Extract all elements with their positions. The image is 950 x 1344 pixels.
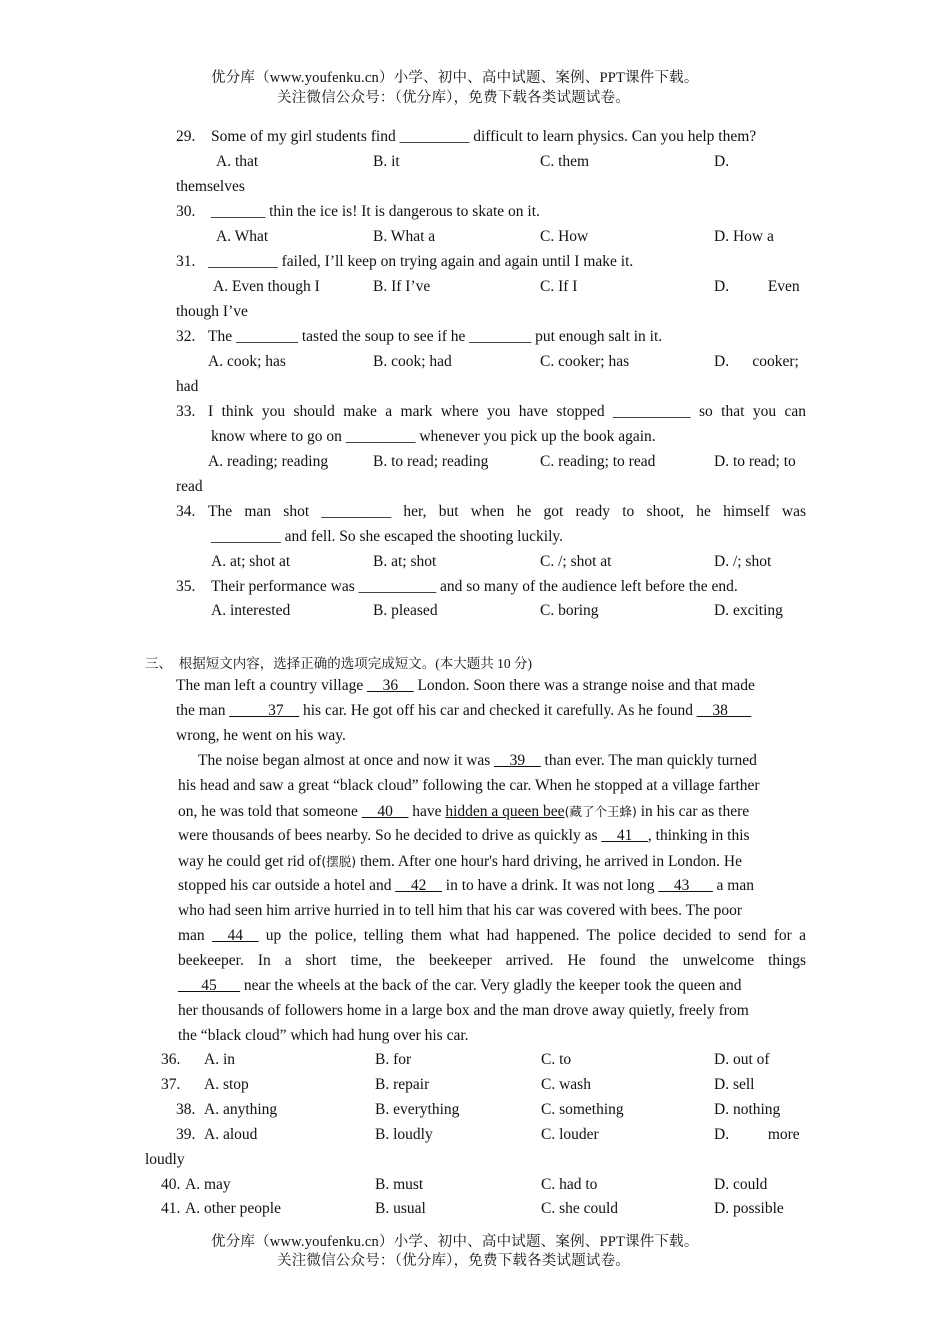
passage-line: the man _____37__ his car. He got off his car and checked it carefully. As he found __38___ bbox=[176, 702, 752, 719]
option-d-continued: though I’ve bbox=[176, 303, 248, 320]
question-stem: Their performance was __________ and so many of the audience left before the end. bbox=[211, 578, 738, 595]
option-a: A. aloud bbox=[204, 1126, 258, 1143]
option-d-continued: read bbox=[176, 478, 203, 495]
question-stem-line-1: The man shot _________ her, but when he got ready to shoot, he himself was bbox=[208, 503, 806, 520]
passage-line: man __44__ up the police, telling them what had happened. The police decided to send for a bbox=[178, 927, 806, 944]
section-heading: 三、 根据短文内容，选择正确的选项完成短文。(本大题共 10 分) bbox=[145, 656, 532, 671]
passage-line: way he could get rid of(摆脱) them. After one hour's hard driving, he arrived in London. He bbox=[178, 853, 742, 870]
passage-line: beekeeper. In a short time, the beekeeper arrived. He found the unwelcome things bbox=[178, 952, 806, 969]
option-d: D. more bbox=[714, 1126, 800, 1143]
option-d: D. could bbox=[714, 1176, 768, 1193]
option-a: A. stop bbox=[204, 1076, 249, 1093]
passage-line: ___45___ near the wheels at the back of the car. Very gladly the keeper took the queen and bbox=[178, 977, 742, 994]
option-b: B. for bbox=[375, 1051, 412, 1068]
option-b: B. repair bbox=[375, 1076, 430, 1093]
blank-37: _____37__ bbox=[229, 702, 300, 719]
passage-line: the “black cloud” which had hung over his car. bbox=[178, 1027, 469, 1044]
passage-line: wrong, he went on his way. bbox=[176, 727, 346, 744]
chinese-gloss: (摆脱) bbox=[321, 854, 357, 869]
passage-line: The man left a country village __36__ London. Soon there was a strange noise and that made bbox=[176, 677, 755, 694]
option-c: C. louder bbox=[541, 1126, 599, 1143]
passage-line: his head and saw a great “black cloud” following the car. When he stopped at a village farther bbox=[178, 777, 760, 794]
option-c: C. had to bbox=[541, 1176, 598, 1193]
option-c: C. to bbox=[541, 1051, 572, 1068]
header-line-1: 优分库（www.youfenku.cn）小学、初中、高中试题、案例、PPT课件下载。 bbox=[211, 70, 699, 86]
option-c: C. reading; to read bbox=[540, 453, 656, 470]
blank-44: __44__ bbox=[212, 927, 259, 944]
option-d-continued: had bbox=[176, 378, 199, 395]
option-a: A. cook; has bbox=[208, 353, 286, 370]
option-d: D. nothing bbox=[714, 1101, 781, 1118]
footer-line-2: 关注微信公众号：（优分库），免费下载各类试题试卷。 bbox=[277, 1253, 630, 1269]
question-number: 30. bbox=[176, 203, 196, 220]
option-d: D. exciting bbox=[714, 602, 783, 619]
question-stem-line-2: _________ and fell. So she escaped the shooting luckily. bbox=[211, 528, 563, 545]
option-d: D. Even bbox=[714, 278, 800, 295]
question-number: 33. bbox=[176, 403, 196, 420]
question-stem: _______ thin the ice is! It is dangerous to skate on it. bbox=[211, 203, 540, 220]
question-stem: The ________ tasted the soup to see if he ________ put enough salt in it. bbox=[208, 328, 663, 345]
option-c: C. something bbox=[541, 1101, 624, 1118]
option-a: A. at; shot at bbox=[211, 553, 291, 570]
footer-line-1: 优分库（www.youfenku.cn）小学、初中、高中试题、案例、PPT课件下载。 bbox=[211, 1234, 699, 1250]
passage-line: stopped his car outside a hotel and __42__ in to have a drink. It was not long __43___ a man bbox=[178, 877, 754, 894]
option-c: C. How bbox=[540, 228, 589, 245]
option-d: D. bbox=[714, 153, 730, 170]
option-a: A. in bbox=[204, 1051, 235, 1068]
option-a: A. What bbox=[216, 228, 269, 245]
option-c: C. /; shot at bbox=[540, 553, 612, 570]
option-d-continued: loudly bbox=[145, 1151, 185, 1168]
option-number: 36. bbox=[161, 1051, 181, 1068]
passage-line: on, he was told that someone __40__ have hidden a queen bee(藏了个王蜂) in his car as there bbox=[178, 803, 750, 820]
option-number: 40. bbox=[161, 1176, 181, 1193]
option-b: B. usual bbox=[375, 1200, 426, 1217]
question-stem-line-1: I think you should make a mark where you have stopped __________ so that you can bbox=[208, 403, 806, 420]
option-d: D. possible bbox=[714, 1200, 784, 1217]
option-d: D. How a bbox=[714, 228, 774, 245]
option-b: B. loudly bbox=[375, 1126, 433, 1143]
option-number: 38. bbox=[176, 1101, 196, 1118]
option-b: B. If I’ve bbox=[373, 278, 431, 295]
header-line-2: 关注微信公众号：（优分库），免费下载各类试题试卷。 bbox=[277, 90, 630, 106]
blank-39: __39__ bbox=[494, 752, 541, 769]
option-a: A. other people bbox=[185, 1200, 281, 1217]
question-number: 32. bbox=[176, 328, 196, 345]
option-b: B. it bbox=[373, 153, 400, 170]
option-number: 41. bbox=[161, 1200, 181, 1217]
option-c: C. If I bbox=[540, 278, 578, 295]
option-c: C. wash bbox=[541, 1076, 591, 1093]
blank-36: __36__ bbox=[367, 677, 414, 694]
option-d: D. to read; to bbox=[714, 453, 796, 470]
question-number: 35. bbox=[176, 578, 196, 595]
option-b: B. What a bbox=[373, 228, 436, 245]
option-a: A. reading; reading bbox=[208, 453, 329, 470]
option-d: D. cooker; bbox=[714, 353, 799, 370]
option-c: C. them bbox=[540, 153, 590, 170]
blank-42: __42__ bbox=[395, 877, 442, 894]
passage-line: her thousands of followers home in a large box and the man drove away quietly, freely from bbox=[178, 1002, 749, 1019]
option-b: B. everything bbox=[375, 1101, 460, 1118]
passage-line: who had seen him arrive hurried in to tell him that his car was covered with bees. The poor bbox=[178, 902, 743, 919]
blank-41: __41__ bbox=[601, 827, 648, 844]
blank-43: __43___ bbox=[658, 877, 713, 894]
option-d: D. /; shot bbox=[714, 553, 772, 570]
option-b: B. to read; reading bbox=[373, 453, 489, 470]
option-d: D. sell bbox=[714, 1076, 755, 1093]
option-d: D. out of bbox=[714, 1051, 770, 1068]
blank-38: __38___ bbox=[696, 702, 752, 719]
question-stem: Some of my girl students find _________ difficult to learn physics. Can you help them? bbox=[211, 128, 757, 145]
option-a: A. interested bbox=[211, 602, 291, 619]
question-stem-line-2: know where to go on _________ whenever you pick up the book again. bbox=[211, 428, 656, 445]
option-b: B. at; shot bbox=[373, 553, 437, 570]
option-d-continued: themselves bbox=[176, 178, 245, 195]
option-c: C. she could bbox=[541, 1200, 619, 1217]
option-a: A. anything bbox=[204, 1101, 278, 1118]
blank-40: __40__ bbox=[361, 803, 409, 820]
option-b: B. pleased bbox=[373, 602, 438, 619]
option-c: C. cooker; has bbox=[540, 353, 630, 370]
question-number: 29. bbox=[176, 128, 196, 145]
question-number: 34. bbox=[176, 503, 196, 520]
option-a: A. may bbox=[185, 1176, 231, 1193]
option-b: B. must bbox=[375, 1176, 424, 1193]
option-b: B. cook; had bbox=[373, 353, 452, 370]
passage-line: The noise began almost at once and now it was __39__ than ever. The man quickly turned bbox=[198, 752, 757, 769]
passage-line: were thousands of bees nearby. So he decided to drive as quickly as __41__, thinking in this bbox=[178, 827, 750, 844]
option-c: C. boring bbox=[540, 602, 599, 619]
glossed-phrase: hidden a queen bee bbox=[445, 803, 565, 820]
question-stem: _________ failed, I’ll keep on trying again and again until I make it. bbox=[208, 253, 634, 270]
option-a: A. Even though I bbox=[213, 278, 320, 295]
chinese-gloss: (藏了个王蜂) bbox=[564, 804, 637, 819]
blank-45: ___45___ bbox=[178, 977, 240, 994]
option-number: 39. bbox=[176, 1126, 196, 1143]
option-a: A. that bbox=[216, 153, 259, 170]
option-number: 37. bbox=[161, 1076, 181, 1093]
question-number: 31. bbox=[176, 253, 196, 270]
